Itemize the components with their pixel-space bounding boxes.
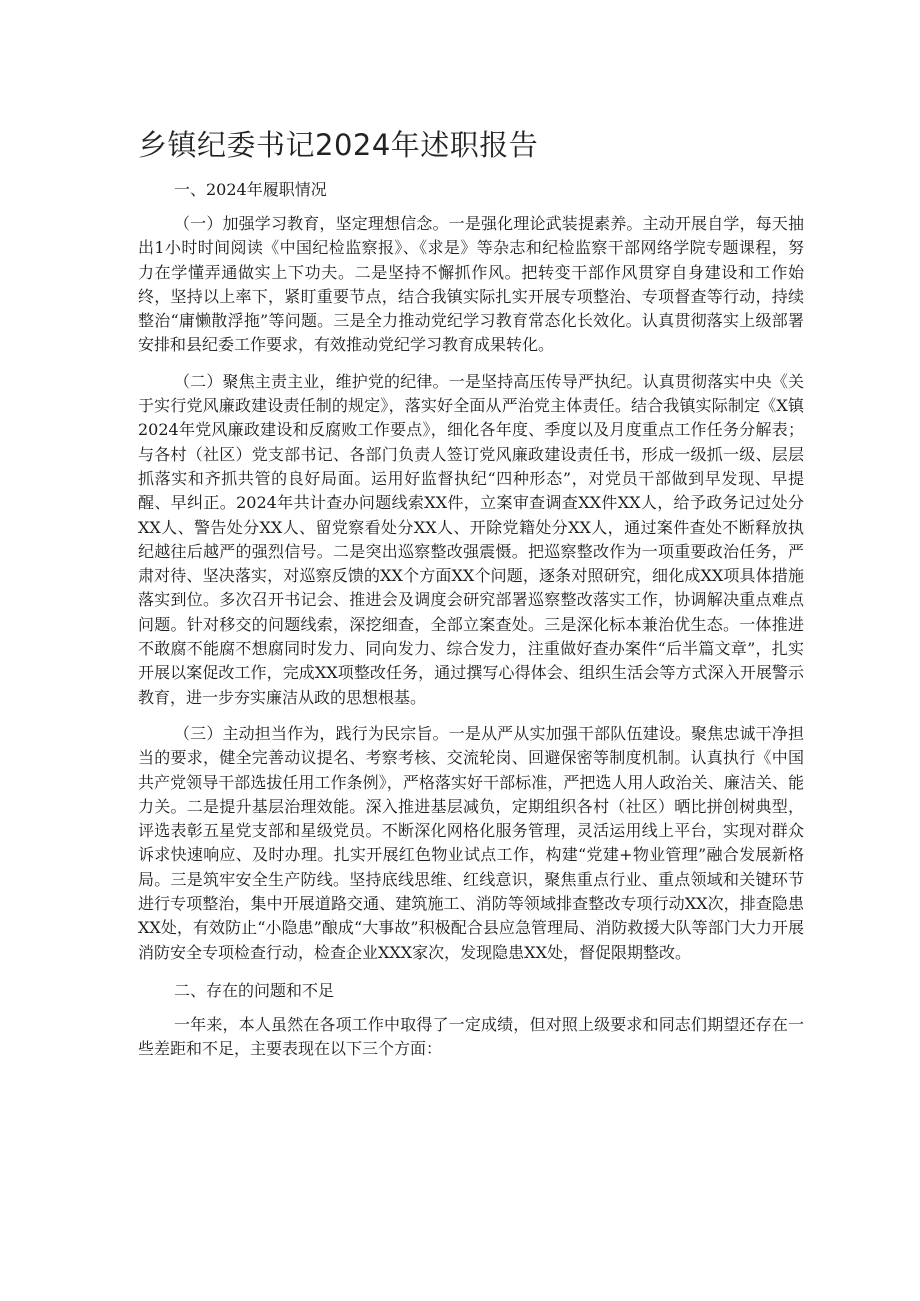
document-title: 乡镇纪委书记2024年述职报告 xyxy=(138,128,539,162)
paragraph-1-1: （一）加强学习教育，坚定理想信念。一是强化理论武装提素养。主动开展自学，每天抽出1小时时间阅读《中国纪检监察报》、《求是》等杂志和纪检监察干部网络学院专题课程，努力在学懂弄通做实上下功夫。二是坚持不懈抓作风。把转变干部作风贯穿自身建设和工作始终，坚持以上率下，紧盯重要节点，结合我镇实际扎实开展专项整治、专项督查等行动，持续整治“庸懒散浮拖”等问题。三是全力推动党纪学习教育常态化长效化。认真贯彻落实上级部署安排和县纪委工作要求，有效推动党纪学习教育成果转化。 xyxy=(138,214,804,355)
document-page xyxy=(138,122,804,1074)
section-heading-2: 二、存在的问题和不足 xyxy=(174,980,335,1000)
paragraph-2-1: 一年来，本人虽然在各项工作中取得了一定成绩，但对照上级要求和同志们期望还存在一些差距和不足，主要表现在以下三个方面： xyxy=(138,1014,804,1059)
paragraph-1-2: （二）聚焦主责主业，维护党的纪律。一是坚持高压传导严执纪。认真贯彻落实中央《关于实行党风廉政建设责任制的规定》，落实好全面从严治党主体责任。结合我镇实际制定《X镇2024年党风廉政建设和反腐败工作要点》，细化各年度、季度以及月度重点工作任务分解表；与各村（社区）党支部书记、各部门负责人签订党风廉政建设责任书，形成一级抓一级、层层抓落实和齐抓共管的良好局面。运用好监督执纪“四种形态”，对党员干部做到早发现、早提醒、早纠正。2024年共计查办问题线索XX件，立案审查调查XX件XX人，给予政务记过处分XX人、警告处分XX人、留党察看处分XX人、开除党籍处分XX人，通过案件查处不断释放执纪越往后越严的强烈信号。二是突出巡察整改强震慑。把巡察整改作为一项重要政治任务，严肃对待、坚决落实，对巡察反馈的XX个方面XX个问题，逐条对照研究，细化成XX项具体措施落实到位。多次召开书记会、推进会及调度会研究部署巡察整改落实工作，协调解决重点难点问题。针对移交的问题线索，深挖细查，全部立案查处。三是深化标本兼治优生态。一体推进不敢腐不能腐不想腐同时发力、同向发力、综合发力，注重做好查办案件“后半篇文章”，扎实开展以案促改工作，完成XX项整改任务，通过撰写心得体会、组织生活会等方式深入开展警示教育，进一步夯实廉洁从政的思想根基。 xyxy=(138,371,804,707)
section-heading-1: 一、2024年履职情况 xyxy=(174,180,327,199)
paragraph-1-3: （三）主动担当作为，践行为民宗旨。一是从严从实加强干部队伍建设。聚焦忠诚干净担当的要求，健全完善动议提名、考察考核、交流轮岗、回避保密等制度机制。认真执行《中国共产党领导干部选拔任用工作条例》，严格落实好干部标准，严把选人用人政治关、廉洁关、能力关。二是提升基层治理效能。深入推进基层减负，定期组织各村（社区）晒比拼创树典型，评选表彰五星党支部和星级党员。不断深化网格化服务管理，灵活运用线上平台，实现对群众诉求快速响应、及时办理。扎实开展红色物业试点工作，构建“党建+物业管理”融合发展新格局。三是筑牢安全生产防线。坚持底线思维、红线意识，聚焦重点行业、重点领域和关键环节进行专项整治，集中开展道路交通、建筑施工、消防等领域排查整改专项行动XX次，排查隐患XX处，有效防止“小隐患”酿成“大事故”积极配合县应急管理局、消防救援大队等部门大力开展消防安全专项检查行动，检查企业XXX家次，发现隐患XX处，督促限期整改。 xyxy=(138,723,804,962)
